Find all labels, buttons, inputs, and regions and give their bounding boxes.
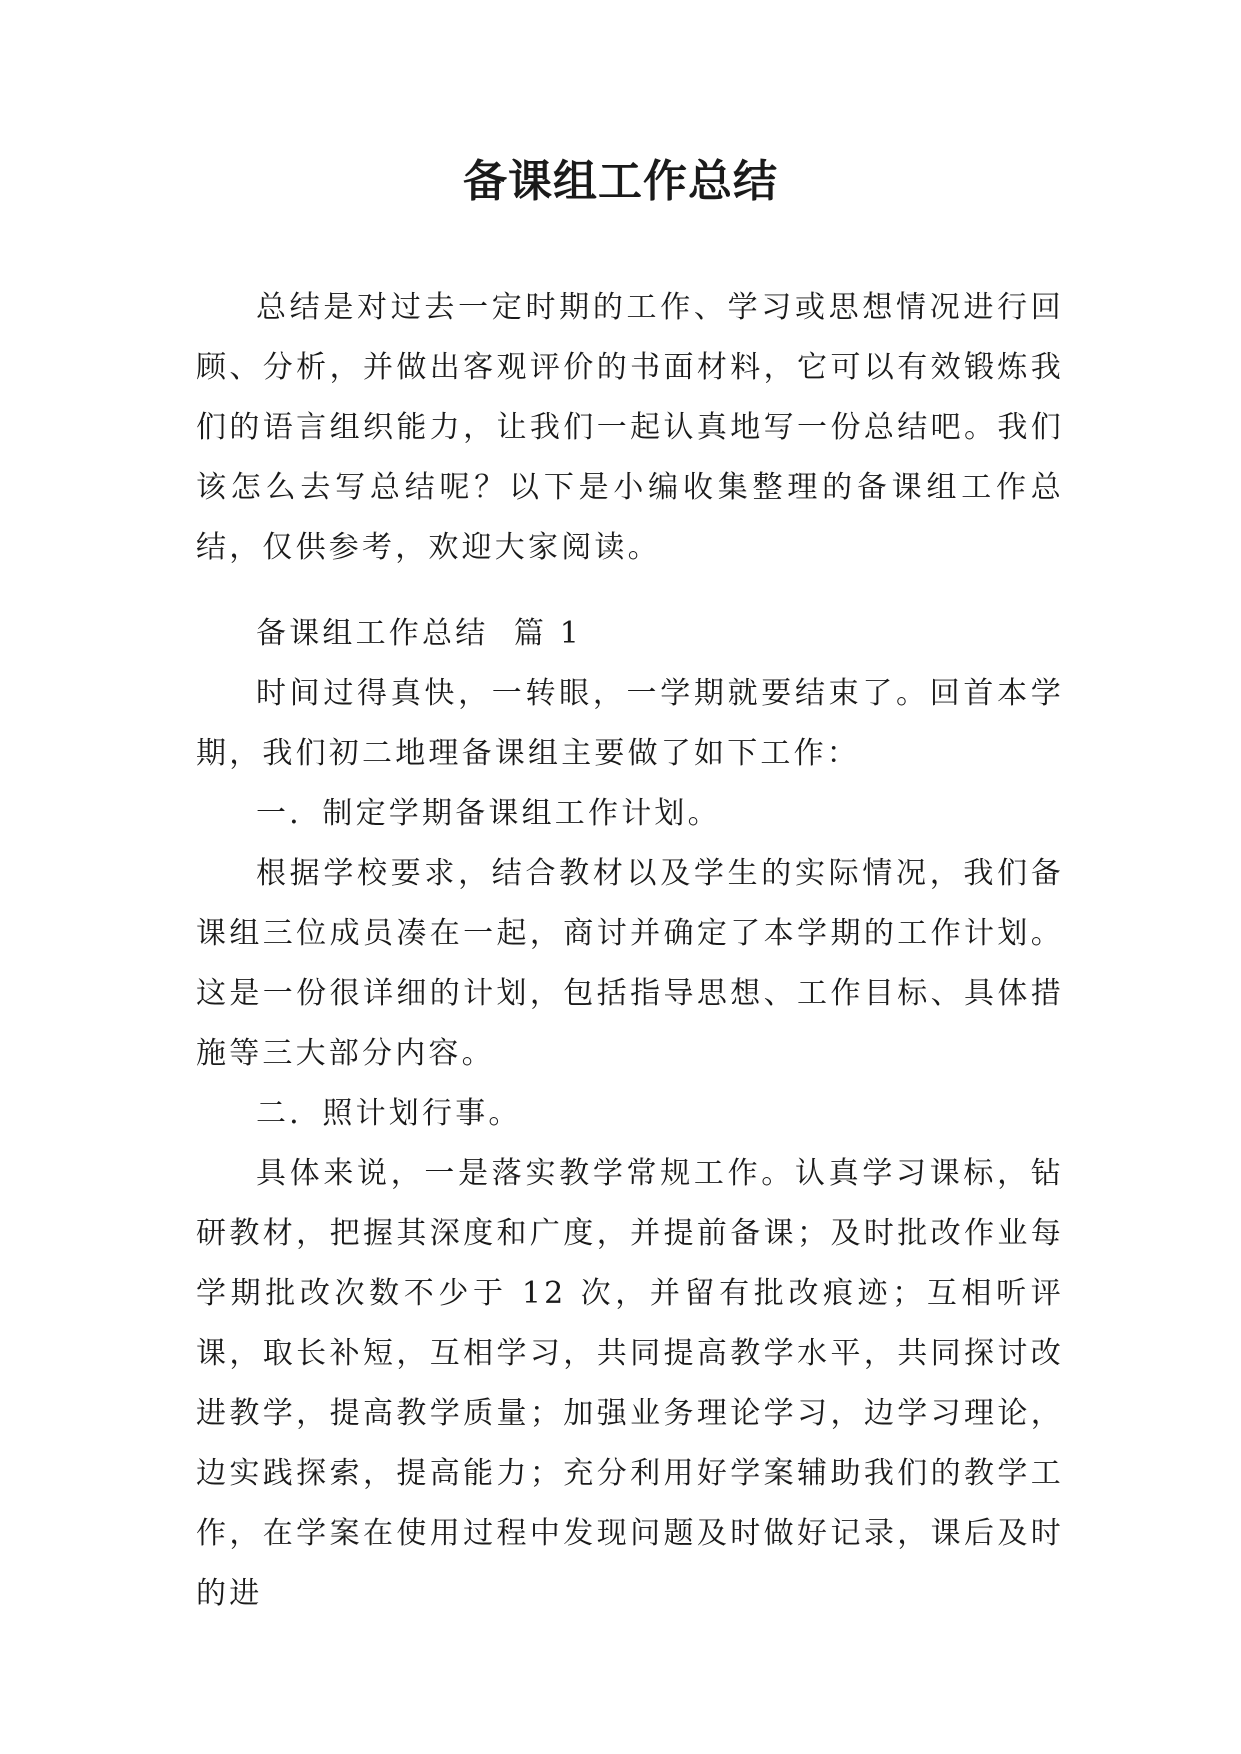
- body-paragraph: 二．照计划行事。: [256, 1096, 522, 1131]
- body-paragraph: 时间过得真快，一转眼，一学期就要结束了。回首本学期，我们初二地理备课组主要做了如下工作：: [196, 676, 1064, 771]
- body-paragraph: 根据学校要求，结合教材以及学生的实际情况，我们备课组三位成员凑在一起，商讨并确定了本学期的工作计划。这是一份很详细的计划，包括指导思想、工作目标、具体措施等三大部分内容。: [196, 856, 1064, 1071]
- document-title: 备课组工作总结: [463, 156, 778, 207]
- body-paragraph: 一．制定学期备课组工作计划。: [256, 796, 721, 831]
- body-paragraph: 具体来说，一是落实教学常规工作。认真学习课标，钻研教材，把握其深度和广度，并提前备课；及时批改作业每学期批改次数不少于 12 次，并留有批改痕迹；互相听评课，取长补短，互相学习，共同提高教学水平，共同探讨改进教学，提高教学质量；加强业务理论学习，边学习理论，边实践探索，提高能力；充分利用好学案辅助我们的教学工作，在学案在使用过程中发现问题及时做好记录，课后及时的进: [196, 1156, 1064, 1611]
- section-heading: 备课组工作总结 篇 1: [256, 616, 583, 651]
- intro-section: [196, 278, 1064, 578]
- intro-paragraph: 总结是对过去一定时期的工作、学习或思想情况进行回顾、分析，并做出客观评价的书面材料，它可以有效锻炼我们的语言组织能力，让我们一起认真地写一份总结吧。我们该怎么去写总结呢？以下是小编收集整理的备课组工作总结，仅供参考，欢迎大家阅读。: [196, 290, 1064, 565]
- section-1: [196, 604, 1064, 1624]
